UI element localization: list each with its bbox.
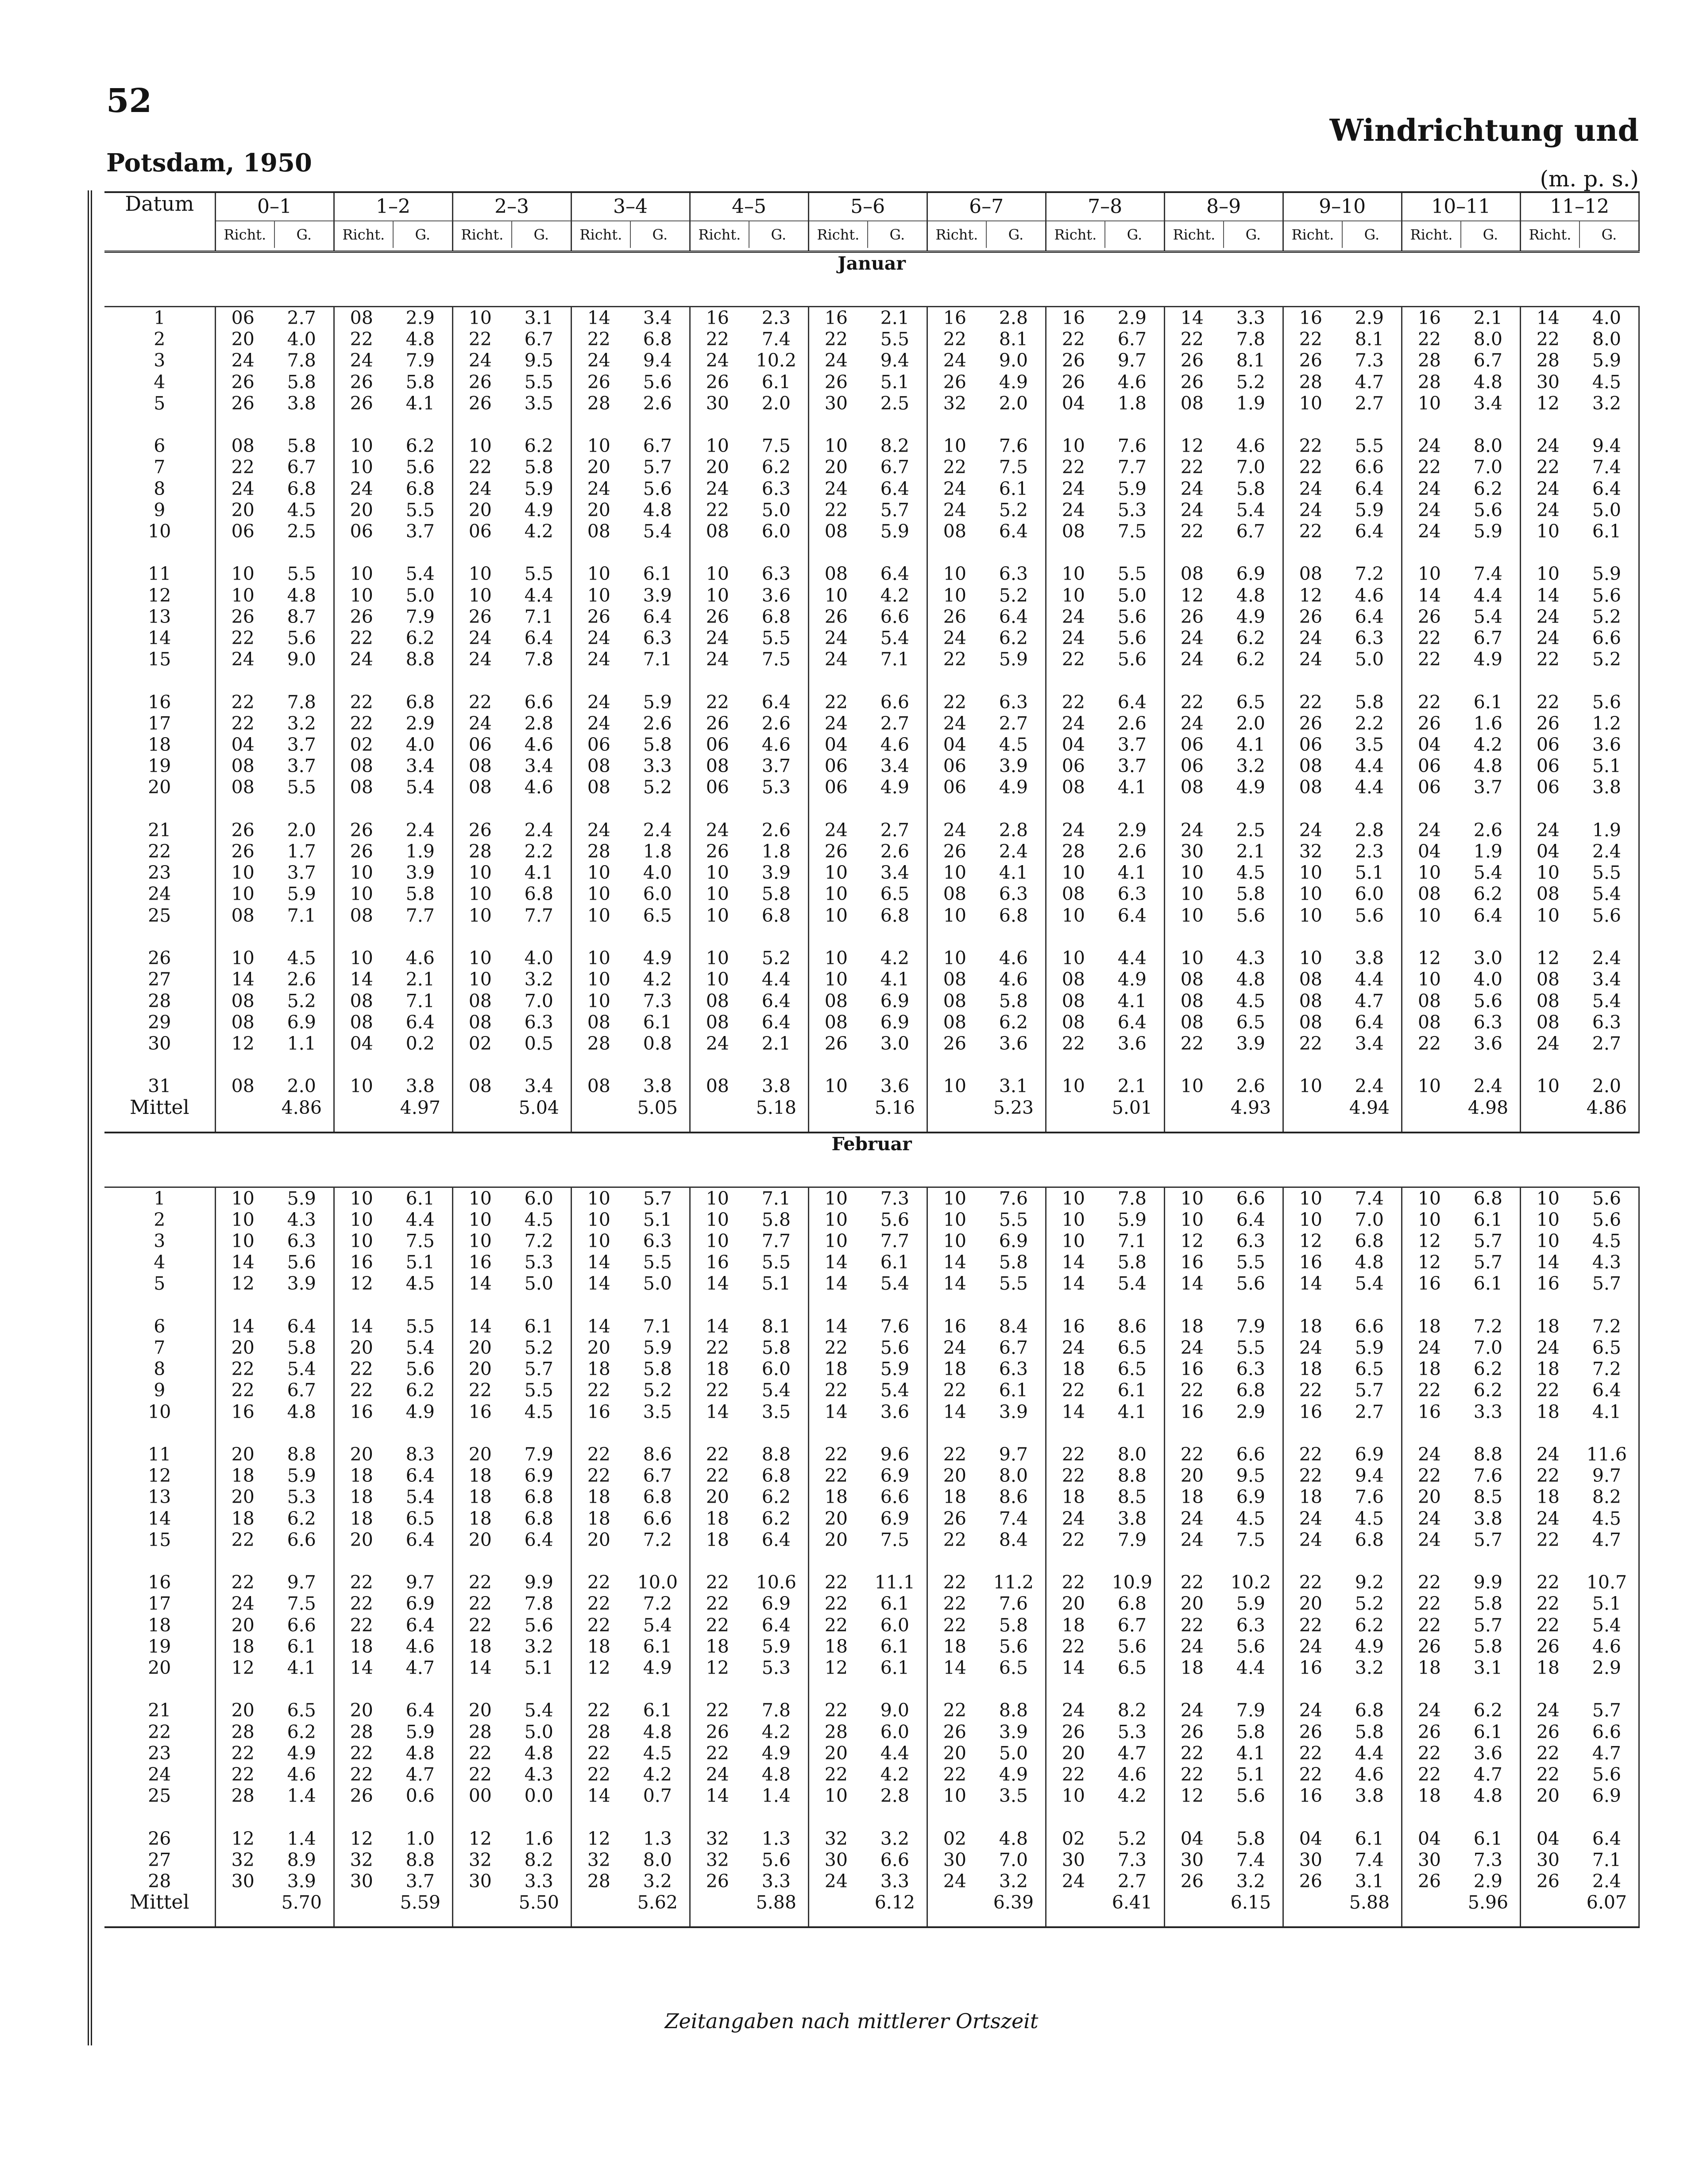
- mean-direction-empty: [808, 1097, 863, 1133]
- speed-column: 7.1 5.8 7.7 5.5 5.1 8.1 5.8 6.0 5.4 3.5 8.8 6.8 6.2 6.2 6.4 10.6 6.9 6.4 5.9 5.3 7.8 4.2 4.9 4.8 1.4 1.3 5.6 3.3: [745, 1187, 808, 1892]
- direction-column: 10 10 12 12 16 18 24 18 22 16 24 22 20 24 24 22 22 22 26 18 24 26 22 22 18 04 30 26: [1417, 1187, 1441, 1892]
- hour-group-header: [1283, 192, 1402, 252]
- direction-column: 10 10 10 16 14 14 22 18 22 14 22 22 20 18 18 22 22 22 18 12 22 26 22 24 14 32 32 26: [706, 1187, 729, 1892]
- direction-column: 16 22 26 26 04 10 22 24 24 08 10 10 24 24 22 22 24 04 06 08 24 28 10 08 10 10 08 08 08 22 10: [1062, 307, 1085, 1097]
- hour-group-header: [690, 192, 808, 252]
- hour-group-header: [1520, 192, 1639, 252]
- speed-column: 7.4 7.0 6.8 4.8 5.4 6.6 5.9 6.5 5.7 2.7 6.9 9.4 7.6 4.5 6.8 9.2 5.2 6.2 4.9 3.2 6.8 5.8 4.4 4.6 3.8 6.1 7.4 3.1: [1338, 1187, 1402, 1892]
- mean-speed: 5.50: [507, 1892, 571, 1927]
- mean-direction-empty: [452, 1097, 507, 1133]
- mean-speed: 5.04: [507, 1097, 571, 1133]
- units-label: (m. p. s.): [1540, 166, 1639, 192]
- subheader-pair: [1165, 221, 1282, 248]
- speed-subheader: G.: [533, 226, 549, 243]
- subheader-pair: [335, 221, 452, 248]
- hour-group-header: [571, 192, 690, 252]
- speed-column: 7.6 5.5 6.9 5.8 5.5 8.4 6.7 6.3 6.1 3.9 9.7 8.0 8.6 7.4 8.4 11.2 7.6 5.8 5.6 6.5 8.8 3.9 5.0 4.9 3.5 4.8 7.0 3.2: [982, 1187, 1046, 1892]
- mean-speed: 5.88: [1338, 1892, 1402, 1927]
- month-title: Januar: [104, 252, 1639, 307]
- mean-speed: 5.01: [1101, 1097, 1164, 1133]
- hour-range-label: 3–4: [572, 193, 689, 221]
- speed-column: 2.3 7.4 10.2 6.1 2.0 7.5 6.2 6.3 5.0 6.0 6.3 3.6 6.8 5.5 7.5 6.4 2.6 4.6 3.7 5.3 2.6 1.8 3.9 5.8 6.8 5.2 4.4 6.4 6.4 2.1 3.8: [745, 307, 808, 1097]
- mean-row: [104, 1892, 1639, 1927]
- subheader-pair: [1402, 221, 1520, 248]
- page-number: 52: [106, 82, 152, 120]
- mean-label: Mittel: [104, 1097, 215, 1133]
- direction-subheader: Richt.: [572, 221, 631, 248]
- day-column: 1 2 3 4 5 6 7 8 9 10 11 12 13 14 15 16 17 18 19 20 21 22 23 24 25 26 27 28 29 30 31: [104, 307, 215, 1097]
- speed-column: 7.8 5.9 7.1 5.8 5.4 8.6 6.5 6.5 6.1 4.1 8.0 8.8 8.5 3.8 7.9 10.9 6.8 6.7 5.6 6.5 8.2 5.3 4.7 4.6 4.2 5.2 7.3 2.7: [1101, 1187, 1164, 1892]
- direction-column: 10 10 10 14 14 14 20 18 22 16 22 22 18 18 20 22 22 22 18 12 22 28 22 22 14 12 32 28: [587, 1187, 610, 1892]
- subheader-pair: [453, 221, 571, 248]
- mean-direction-empty: [1046, 1892, 1101, 1927]
- mean-direction-empty: [690, 1097, 745, 1133]
- mean-speed: 4.97: [389, 1097, 452, 1133]
- column-header-row: [104, 192, 1639, 252]
- month-header-row: [104, 1133, 1639, 1187]
- mean-speed: 5.88: [745, 1892, 808, 1927]
- mean-direction-empty: [927, 1097, 982, 1133]
- speed-subheader: G.: [1483, 226, 1498, 243]
- hour-group-header: [215, 192, 334, 252]
- direction-column: 10 10 10 16 12 14 20 22 22 16 20 18 18 18 20 22 22 22 18 14 20 28 22 22 26 12 32 30: [350, 1187, 373, 1892]
- subheader-pair: [216, 221, 333, 248]
- mean-direction-empty: [571, 1097, 626, 1133]
- month-data-row: [104, 1187, 1639, 1892]
- direction-column: 10 10 12 16 14 18 24 18 22 16 22 22 18 24 24 22 20 22 24 16 24 26 22 22 16 04 30 26: [1299, 1187, 1322, 1892]
- subheader-pair: [1284, 221, 1401, 248]
- direction-column: 14 22 24 26 28 10 20 24 20 08 10 10 26 24 24 24 24 06 08 08 24 28 10 10 10 10 10 10 08 28 08: [587, 307, 610, 1097]
- direction-column: 10 10 10 14 14 16 24 18 22 14 22 20 18 26 22 22 22 22 18 14 22 26 20 22 10 02 30 24: [943, 1187, 966, 1892]
- month-header-row: [104, 252, 1639, 307]
- station-title: Potsdam, 1950: [106, 148, 312, 178]
- mean-speed: 4.86: [1575, 1097, 1639, 1133]
- subheader-pair: [691, 221, 808, 248]
- direction-column: 10 22 24 26 26 10 22 24 20 06 10 10 26 24 24 22 24 06 08 08 26 28 10 10 10 10 10 08 08 02 08: [468, 307, 492, 1097]
- wind-table: [104, 191, 1640, 1928]
- month-data-row: [104, 307, 1639, 1097]
- mean-speed: 5.62: [626, 1892, 690, 1927]
- mean-direction-empty: [571, 1892, 626, 1927]
- direction-column: 10 10 10 14 12 14 20 22 22 16 20 18 20 18 22 22 24 20 18 12 20 28 22 22 28 12 32 30: [231, 1187, 255, 1892]
- speed-column: 2.8 8.1 9.0 4.9 2.0 7.6 7.5 6.1 5.2 6.4 6.3 5.2 6.4 6.2 5.9 6.3 2.7 4.5 3.9 4.9 2.8 2.4 4.1 6.3 6.8 4.6 4.6 5.8 6.2 3.6 3.1: [982, 307, 1046, 1097]
- mean-direction-empty: [927, 1892, 982, 1927]
- direction-subheader: Richt.: [1047, 221, 1106, 248]
- hour-group-header: [808, 192, 927, 252]
- mean-direction-empty: [808, 1892, 863, 1927]
- speed-column: 5.9 4.3 6.3 5.6 3.9 6.4 5.8 5.4 6.7 4.8 8.8 5.9 5.3 6.2 6.6 9.7 7.5 6.6 6.1 4.1 6.5 6.2 4.9 4.6 1.4 1.4 8.9 3.9: [270, 1187, 334, 1892]
- direction-column: 16 22 24 26 32 10 22 24 24 08 10 10 26 24 22 22 24 04 06 06 24 26 10 08 10 10 08 08 08 26 10: [943, 307, 966, 1097]
- mean-speed: 5.59: [389, 1892, 452, 1927]
- mean-direction-empty: [1402, 1097, 1456, 1133]
- hour-group-header: [334, 192, 452, 252]
- mean-direction-empty: [1520, 1097, 1575, 1133]
- speed-column: 5.7 5.1 6.3 5.5 5.0 7.1 5.9 5.8 5.2 3.5 8.6 6.7 6.8 6.6 7.2 10.0 7.2 5.4 6.1 4.9 6.1 4.8 4.5 4.2 0.7 1.3 8.0 3.2: [626, 1187, 690, 1892]
- hour-range-label: 7–8: [1047, 193, 1164, 221]
- hour-group-header: [1164, 192, 1283, 252]
- mean-direction-empty: [215, 1892, 270, 1927]
- speed-subheader: G.: [1245, 226, 1261, 243]
- mean-speed: 5.18: [745, 1097, 808, 1133]
- speed-subheader: G.: [771, 226, 787, 243]
- mean-speed: 5.70: [270, 1892, 334, 1927]
- direction-column: 14 22 28 30 12 24 22 24 24 10 10 14 24 24 22 22 26 06 06 06 24 04 10 08 10 12 08 08 08 24 10: [1536, 307, 1560, 1097]
- margin-double-rule: [88, 190, 92, 2045]
- direction-column: 14 22 26 26 08 12 22 24 24 22 08 12 26 24 24 22 24 06 06 08 24 30 10 10 10 10 08 08 08 22 10: [1180, 307, 1204, 1097]
- direction-subheader: Richt.: [453, 221, 513, 248]
- direction-column: 10 10 10 14 16 18 24 18 22 18 24 22 18 24 22 22 22 22 26 18 24 26 22 22 20 04 30 26: [1536, 1187, 1560, 1892]
- direction-subheader: Richt.: [928, 221, 987, 248]
- direction-column: 16 22 24 26 30 10 20 24 22 08 10 10 26 24 24 22 26 06 08 06 24 26 10 10 10 10 10 08 08 24 08: [706, 307, 729, 1097]
- direction-subheader: Richt.: [1521, 221, 1580, 248]
- page-heading: Windrichtung und: [1329, 113, 1639, 148]
- speed-column: 7.3 5.6 7.7 6.1 5.4 7.6 5.6 5.9 5.4 3.6 9.6 6.9 6.6 6.9 7.5 11.1 6.1 6.0 6.1 6.1 9.0 6.0 4.4 4.2 2.8 3.2 6.6 3.3: [863, 1187, 927, 1892]
- speed-subheader: G.: [1008, 226, 1024, 243]
- hour-group-header: [1046, 192, 1164, 252]
- speed-column: 3.4 6.8 9.4 5.6 2.6 6.7 5.7 5.6 4.8 5.4 6.1 3.9 6.4 6.3 7.1 5.9 2.6 5.8 3.3 5.2 2.4 1.8 4.0 6.0 6.5 4.9 4.2 7.3 6.1 0.8 3.8: [626, 307, 690, 1097]
- direction-column: 16 22 28 28 10 24 22 24 24 24 10 14 26 22 22 22 26 04 06 06 24 04 10 08 10 12 10 08 08 22 10: [1417, 307, 1441, 1097]
- speed-subheader: G.: [1364, 226, 1380, 243]
- mean-speed: 4.98: [1456, 1097, 1520, 1133]
- hour-range-label: 0–1: [216, 193, 333, 221]
- mean-direction-empty: [1283, 1097, 1338, 1133]
- direction-column: 16 22 24 26 30 10 20 24 22 08 08 10 26 24 24 22 24 04 06 06 24 26 10 10 10 10 10 08 08 26 10: [824, 307, 848, 1097]
- mean-speed: 5.96: [1456, 1892, 1520, 1927]
- mean-direction-empty: [1402, 1892, 1456, 1927]
- direction-subheader: Richt.: [1402, 221, 1462, 248]
- hour-range-label: 11–12: [1521, 193, 1638, 221]
- speed-column: 2.1 5.5 9.4 5.1 2.5 8.2 6.7 6.4 5.7 5.9 6.4 4.2 6.6 5.4 7.1 6.6 2.7 4.6 3.4 4.9 2.7 2.6 3.4 6.5 6.8 4.2 4.1 6.9 6.9 3.0 3.6: [863, 307, 927, 1097]
- mean-direction-empty: [334, 1892, 389, 1927]
- direction-subheader: Richt.: [335, 221, 394, 248]
- speed-subheader: G.: [1127, 226, 1143, 243]
- subheader-pair: [572, 221, 689, 248]
- speed-subheader: G.: [889, 226, 905, 243]
- speed-column: 4.0 8.0 5.9 4.5 3.2 9.4 7.4 6.4 5.0 6.1 5.9 5.6 5.2 6.6 5.2 5.6 1.2 3.6 5.1 3.8 1.9 2.4 5.5 5.4 5.6 2.4 3.4 5.4 6.3 2.7 2.0: [1575, 307, 1639, 1097]
- mean-direction-empty: [334, 1097, 389, 1133]
- mean-speed: 4.94: [1338, 1097, 1402, 1133]
- hour-range-label: 8–9: [1165, 193, 1282, 221]
- speed-column: 2.9 4.8 7.9 5.8 4.1 6.2 5.6 6.8 5.5 3.7 5.4 5.0 7.9 6.2 8.8 6.8 2.9 4.0 3.4 5.4 2.4 1.9 3.9 5.8 7.7 4.6 2.1 7.1 6.4 0.2 3.8: [389, 307, 452, 1097]
- subheader-pair: [1047, 221, 1164, 248]
- mean-speed: 4.86: [270, 1097, 334, 1133]
- mean-direction-empty: [1283, 1892, 1338, 1927]
- mean-direction-empty: [452, 1892, 507, 1927]
- subheader-pair: [928, 221, 1045, 248]
- mean-speed: 6.15: [1219, 1892, 1283, 1927]
- hour-range-label: 10–11: [1402, 193, 1520, 221]
- mean-speed: 6.41: [1101, 1892, 1164, 1927]
- mean-speed: 5.16: [863, 1097, 927, 1133]
- mean-speed: 5.05: [626, 1097, 690, 1133]
- wind-table-frame: [104, 191, 1639, 2002]
- mean-speed: 6.12: [863, 1892, 927, 1927]
- direction-subheader: Richt.: [809, 221, 869, 248]
- speed-column: 3.3 7.8 8.1 5.2 1.9 4.6 7.0 5.8 5.4 6.7 6.9 4.8 4.9 6.2 6.2 6.5 2.0 4.1 3.2 4.9 2.5 2.1 4.5 5.8 5.6 4.3 4.8 4.5 6.5 3.9 2.6: [1219, 307, 1283, 1097]
- speed-column: 6.0 4.5 7.2 5.3 5.0 6.1 5.2 5.7 5.5 4.5 7.9 6.9 6.8 6.8 6.4 9.9 7.8 5.6 3.2 5.1 5.4 5.0 4.8 4.3 0.0 1.6 8.2 3.3: [507, 1187, 571, 1892]
- time-note: Zeitangaben nach mittlerer Ortszeit: [664, 2009, 1039, 2033]
- mean-speed: 6.39: [982, 1892, 1046, 1927]
- speed-column: 2.9 8.1 7.3 4.7 2.7 5.5 6.6 6.4 5.9 6.4 7.2 4.6 6.4 6.3 5.0 5.8 2.2 3.5 4.4 4.4 2.8 2.3 5.1 6.0 5.6 3.8 4.4 4.7 6.4 3.4 2.4: [1338, 307, 1402, 1097]
- mean-direction-empty: [690, 1892, 745, 1927]
- speed-column: 3.1 6.7 9.5 5.5 3.5 6.2 5.8 5.9 4.9 4.2 5.5 4.4 7.1 6.4 7.8 6.6 2.8 4.6 3.4 4.6 2.4 2.2 4.1 6.8 7.7 4.0 3.2 7.0 6.3 0.5 3.4: [507, 307, 571, 1097]
- day-column: 1 2 3 4 5 6 7 8 9 10 11 12 13 14 15 16 17 18 19 20 21 22 23 24 25 26 27 28: [104, 1187, 215, 1892]
- direction-subheader: Richt.: [1165, 221, 1224, 248]
- speed-subheader: G.: [652, 226, 668, 243]
- datum-header: Datum: [104, 192, 215, 252]
- direction-column: 10 10 10 14 14 14 22 18 22 14 22 22 18 20 20 22 22 22 18 12 22 28 20 22 10 32 30 24: [824, 1187, 848, 1892]
- hour-range-label: 9–10: [1284, 193, 1401, 221]
- hour-group-header: [1402, 192, 1520, 252]
- mean-direction-empty: [215, 1097, 270, 1133]
- subheader-pair: [1521, 221, 1638, 248]
- direction-column: 10 10 10 16 14 14 20 20 22 16 20 18 18 18 20 22 22 22 18 14 20 28 22 22 00 12 32 30: [468, 1187, 492, 1892]
- speed-column: 2.1 8.0 6.7 4.8 3.4 8.0 7.0 6.2 5.6 5.9 7.4 4.4 5.4 6.7 4.9 6.1 1.6 4.2 4.8 3.7 2.6 1.9 5.4 6.2 6.4 3.0 4.0 5.6 6.3 3.6 2.4: [1456, 307, 1520, 1097]
- hour-range-label: 1–2: [335, 193, 452, 221]
- mean-direction-empty: [1164, 1097, 1219, 1133]
- direction-column: 16 22 26 28 10 22 22 24 24 22 08 12 26 24 24 22 26 06 08 08 24 32 10 10 10 10 08 08 08 22 10: [1299, 307, 1322, 1097]
- speed-column: 6.6 6.4 6.3 5.5 5.6 7.9 5.5 6.3 6.8 2.9 6.6 9.5 6.9 4.5 7.5 10.2 5.9 6.3 5.6 4.4 7.9 5.8 4.1 5.1 5.6 5.8 7.4 3.2: [1219, 1187, 1283, 1892]
- month-title: Februar: [104, 1133, 1639, 1187]
- direction-subheader: Richt.: [1284, 221, 1343, 248]
- mean-speed: 4.93: [1219, 1097, 1283, 1133]
- speed-subheader: G.: [296, 226, 312, 243]
- speed-subheader: G.: [415, 226, 431, 243]
- hour-range-label: 2–3: [453, 193, 571, 221]
- direction-subheader: Richt.: [691, 221, 750, 248]
- direction-column: 10 10 12 16 14 18 24 16 22 16 22 20 18 24 24 22 20 22 24 18 24 26 22 22 12 04 30 26: [1180, 1187, 1204, 1892]
- hour-group-header: [927, 192, 1046, 252]
- subheader-pair: [809, 221, 927, 248]
- speed-column: 6.1 4.4 7.5 5.1 4.5 5.5 5.4 5.6 6.2 4.9 8.3 6.4 5.4 6.5 6.4 9.7 6.9 6.4 4.6 4.7 6.4 5.9 4.8 4.7 0.6 1.0 8.8 3.7: [389, 1187, 452, 1892]
- mean-speed: 6.07: [1575, 1892, 1639, 1927]
- mean-direction-empty: [1046, 1097, 1101, 1133]
- speed-column: 5.6 5.6 4.5 4.3 5.7 7.2 6.5 7.2 6.4 4.1 11.6 9.7 8.2 4.5 4.7 10.7 5.1 5.4 4.6 2.9 5.7 6.6 4.7 5.6 6.9 6.4 7.1 2.4: [1575, 1187, 1639, 1892]
- mean-speed: 5.23: [982, 1097, 1046, 1133]
- hour-range-label: 6–7: [928, 193, 1045, 221]
- mean-row: [104, 1097, 1639, 1133]
- direction-column: 08 22 24 26 26 10 10 24 20 06 10 10 26 22 24 22 22 02 08 08 26 26 10 10 08 10 14 08 08 04 10: [350, 307, 373, 1097]
- hour-range-label: 5–6: [809, 193, 927, 221]
- speed-column: 6.8 6.1 5.7 5.7 6.1 7.2 7.0 6.2 6.2 3.3 8.8 7.6 8.5 3.8 5.7 9.9 5.8 5.7 5.8 3.1 6.2 6.1 3.6 4.7 4.8 6.1 7.3 2.9: [1456, 1187, 1520, 1892]
- hour-group-header: [452, 192, 571, 252]
- speed-subheader: G.: [1601, 226, 1617, 243]
- direction-column: 06 20 24 26 26 08 22 24 20 06 10 10 26 22 24 22 22 04 08 08 26 26 10 10 08 10 14 08 08 12 08: [231, 307, 255, 1097]
- speed-column: 2.9 6.7 9.7 4.6 1.8 7.6 7.7 5.9 5.3 7.5 5.5 5.0 5.6 5.6 5.6 6.4 2.6 3.7 3.7 4.1 2.9 2.6 4.1 6.3 6.4 4.4 4.9 4.1 6.4 3.6 2.1: [1101, 307, 1164, 1097]
- speed-column: 2.7 4.0 7.8 5.8 3.8 5.8 6.7 6.8 4.5 2.5 5.5 4.8 8.7 5.6 9.0 7.8 3.2 3.7 3.7 5.5 2.0 1.7 3.7 5.9 7.1 4.5 2.6 5.2 6.9 1.1 2.0: [270, 307, 334, 1097]
- mean-direction-empty: [1520, 1892, 1575, 1927]
- direction-subheader: Richt.: [216, 221, 275, 248]
- mean-label: Mittel: [104, 1892, 215, 1927]
- mean-direction-empty: [1164, 1892, 1219, 1927]
- hour-range-label: 4–5: [691, 193, 808, 221]
- direction-column: 10 10 10 14 14 16 24 18 22 14 22 22 18 24 22 22 20 18 22 14 24 26 20 22 10 02 30 24: [1062, 1187, 1085, 1892]
